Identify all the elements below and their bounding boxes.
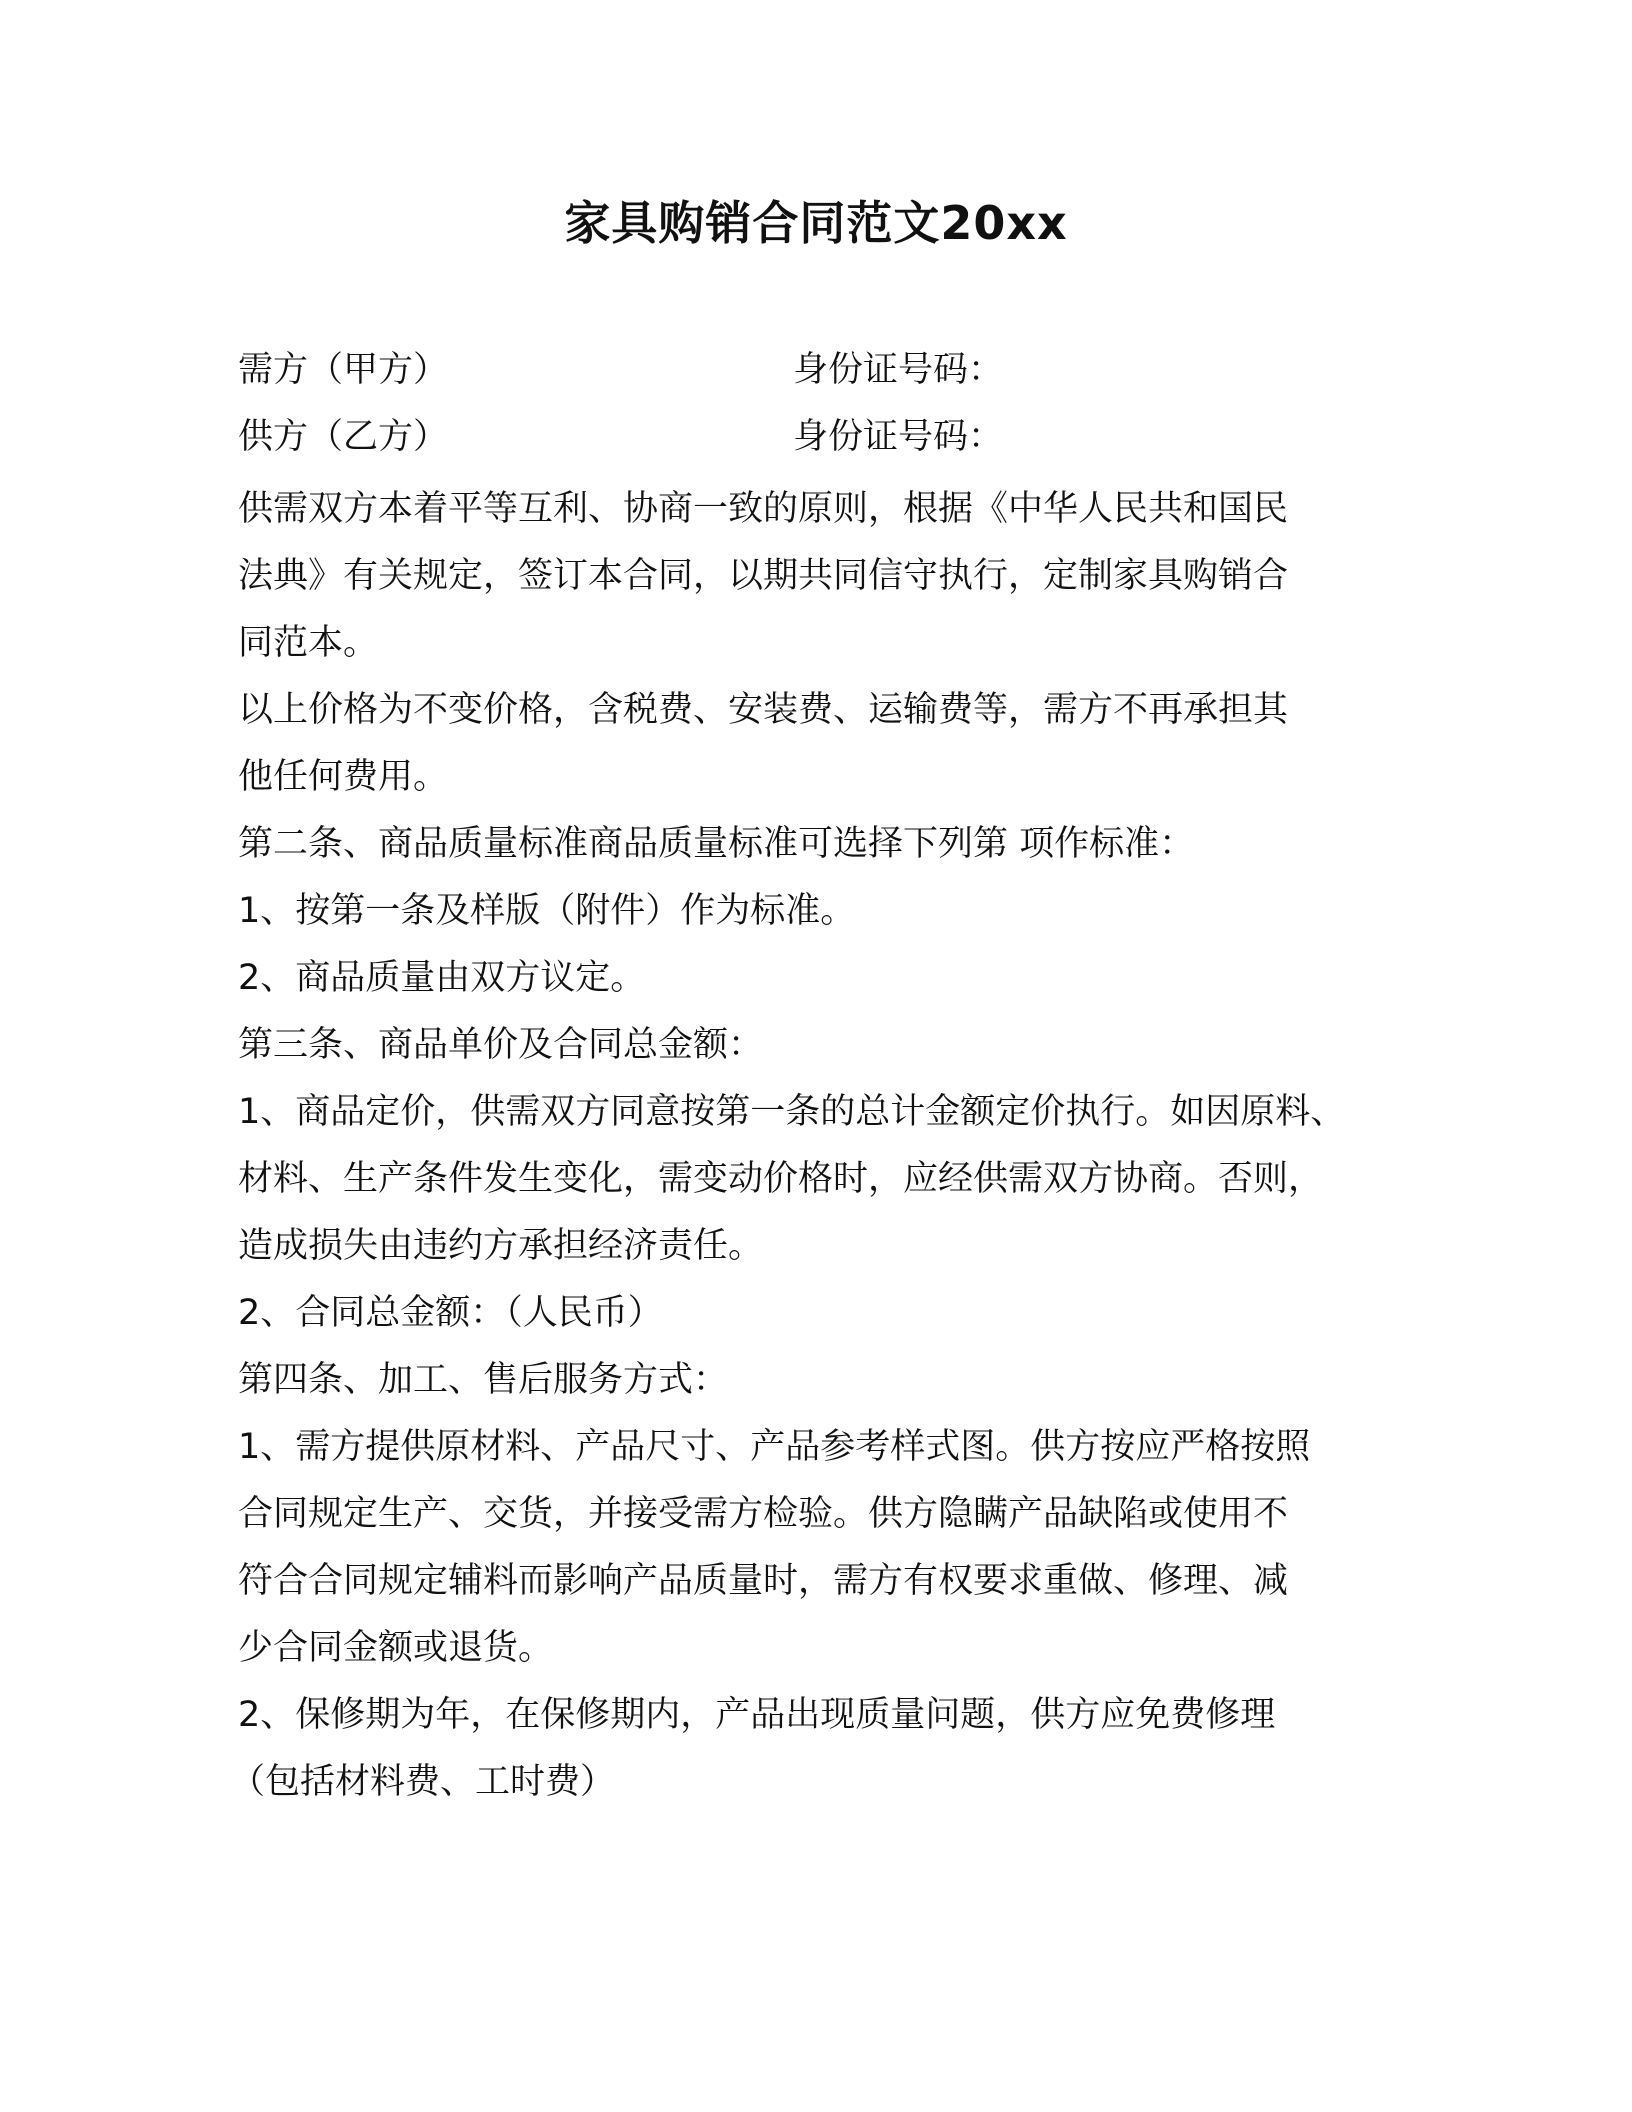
buyer-id-label: 身份证号码： — [793, 350, 1004, 390]
text-line: 2、合同总金额：（人民币） — [238, 1293, 663, 1333]
text-line: 材料、生产条件发生变化，需变动价格时，应经供需双方协商。否则， — [238, 1159, 1324, 1199]
text-line: 他任何费用。 — [238, 757, 449, 797]
text-line: 法典》有关规定，签订本合同，以期共同信守执行，定制家具购销合 — [238, 556, 1289, 596]
text-line: 同范本。 — [238, 623, 379, 663]
contract-body — [230, 476, 1398, 1816]
seller-id-label: 身份证号码： — [793, 417, 1004, 457]
text-line: 第四条、加工、售后服务方式： — [238, 1360, 729, 1400]
seller-label: 供方（乙方） — [238, 417, 449, 457]
text-line: 1、需方提供原材料、产品尺寸、产品参考样式图。供方按应严格按照 — [238, 1427, 1311, 1467]
text-line: 供需双方本着平等互利、协商一致的原则，根据《中华人民共和国民 — [238, 489, 1289, 529]
text-line: 2、保修期为年，在保修期内，产品出现质量问题，供方应免费修理 — [238, 1695, 1276, 1735]
text-line: 少合同金额或退货。 — [238, 1628, 554, 1668]
text-line: （包括材料费、工时费） — [230, 1762, 616, 1802]
text-line: 2、商品质量由双方议定。 — [238, 958, 646, 998]
text-line: 以上价格为不变价格，含税费、安装费、运输费等，需方不再承担其 — [238, 690, 1289, 730]
text-line: 1、商品定价，供需双方同意按第一条的总计金额定价执行。如因原料、 — [238, 1092, 1346, 1132]
text-line: 造成损失由违约方承担经济责任。 — [238, 1226, 764, 1266]
text-line: 合同规定生产、交货，并接受需方检验。供方隐瞒产品缺陷或使用不 — [238, 1494, 1289, 1534]
text-line: 第二条、商品质量标准商品质量标准可选择下列第 项作标准： — [238, 824, 1195, 864]
text-line: 第三条、商品单价及合同总金额： — [238, 1025, 764, 1065]
text-line: 符合合同规定辅料而影响产品质量时，需方有权要求重做、修理、减 — [238, 1561, 1289, 1601]
buyer-label: 需方（甲方） — [238, 350, 449, 390]
text-line: 1、按第一条及样版（附件）作为标准。 — [238, 891, 856, 931]
document-title: 家具购销合同范文20xx — [564, 196, 1068, 250]
